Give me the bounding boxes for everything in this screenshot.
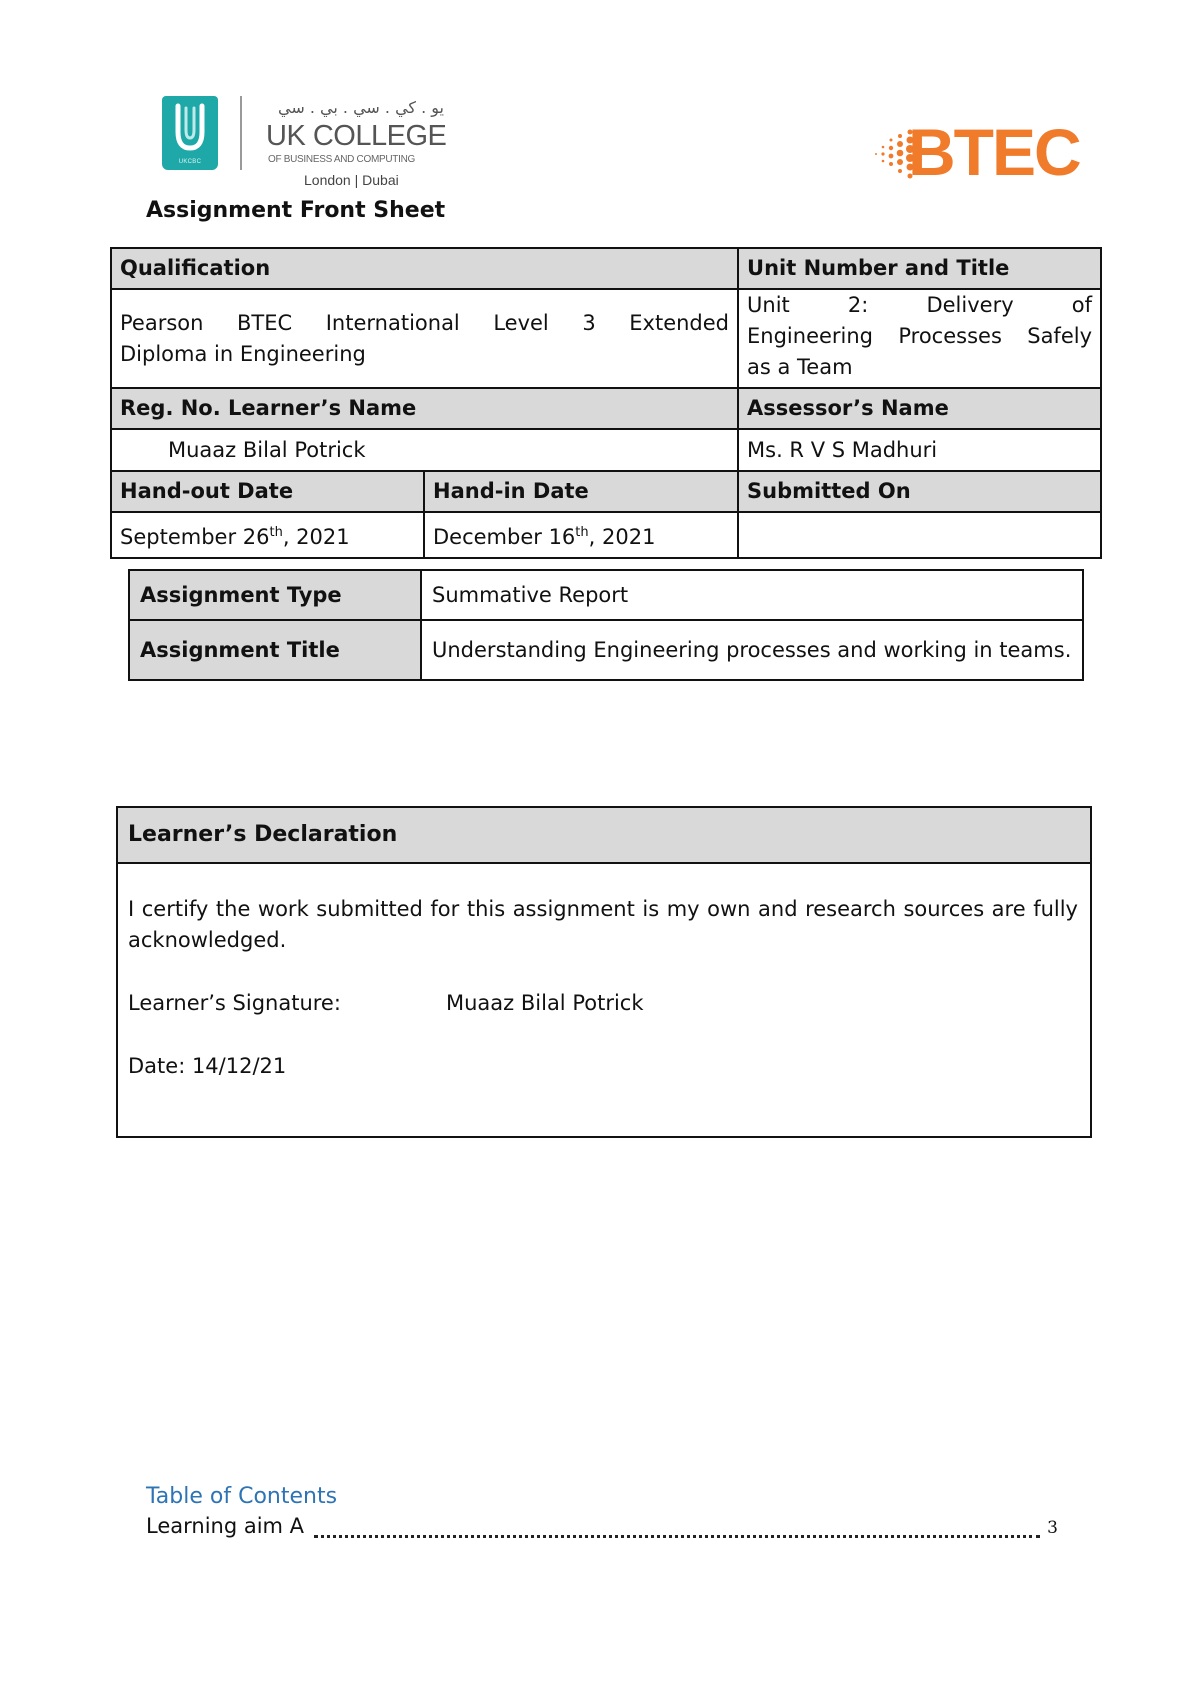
- signature-row: [128, 988, 1078, 1019]
- toc-entry-page: 3: [1047, 1518, 1058, 1538]
- handin-date-year: , 2021: [588, 525, 656, 549]
- document-title: Assignment Front Sheet: [146, 198, 446, 223]
- submitted-value: [738, 512, 1101, 558]
- college-abbr: UKCBC: [178, 159, 202, 165]
- college-subtitle: OF BUSINESS AND COMPUTING: [268, 154, 415, 165]
- signature-label: Learner’s Signature:: [128, 991, 341, 1015]
- handin-date: [424, 512, 738, 558]
- declaration-heading: Learner’s Declaration: [118, 808, 1090, 864]
- assessor-name: Ms. R V S Madhuri: [738, 429, 1101, 471]
- signature-value: Muaaz Bilal Potrick: [446, 991, 644, 1015]
- assignment-table: [128, 569, 1084, 681]
- learner-header: Reg. No. Learner’s Name: [111, 388, 738, 429]
- qualification-value: [111, 289, 738, 388]
- front-sheet-table: [110, 247, 1102, 559]
- college-logo: [162, 94, 450, 190]
- handout-date-day: September 26: [120, 525, 270, 549]
- assignment-title-label: Assignment Title: [129, 620, 421, 680]
- handout-date: [111, 512, 424, 558]
- college-arabic-name: يو . كي . سي . بي . سي: [278, 98, 444, 117]
- college-shield-icon: [162, 96, 218, 170]
- learner-name: Muaaz Bilal Potrick: [111, 429, 738, 471]
- handout-header: Hand-out Date: [111, 471, 424, 512]
- handout-date-ordinal: th: [269, 525, 283, 540]
- handin-date-ordinal: th: [575, 525, 589, 540]
- qualification-header: Qualification: [111, 248, 738, 289]
- college-location: London | Dubai: [304, 172, 399, 188]
- declaration-statement: I certify the work submitted for this assignment is my own and research sources are fully acknowledged.: [128, 897, 1078, 952]
- assessor-header: Assessor’s Name: [738, 388, 1101, 429]
- handout-date-year: , 2021: [282, 525, 350, 549]
- toc-leader-dots: [314, 1535, 1040, 1538]
- btec-logo: [870, 115, 1090, 200]
- learner-declaration: [116, 806, 1092, 1138]
- btec-wordmark: BTEC: [908, 115, 1080, 189]
- assignment-title-value: Understanding Engineering processes and working in teams.: [421, 620, 1083, 680]
- qualification-line-1: Pearson BTEC International Level 3 Extended: [120, 310, 730, 335]
- toc-title: Table of Contents: [146, 1484, 338, 1509]
- unit-header: Unit Number and Title: [738, 248, 1101, 289]
- toc-entry-label[interactable]: Learning aim A: [146, 1514, 305, 1538]
- unit-line-1: Unit 2: Delivery of: [747, 293, 1093, 317]
- submitted-header: Submitted On: [738, 471, 1101, 512]
- college-name: UK COLLEGE: [266, 120, 447, 152]
- unit-line-3: as a Team: [747, 355, 853, 379]
- unit-value: [738, 289, 1101, 388]
- handin-date-day: December 16: [433, 525, 576, 549]
- qualification-line-2: Diploma in Engineering: [120, 341, 366, 366]
- handin-header: Hand-in Date: [424, 471, 738, 512]
- declaration-date: Date: 14/12/21: [128, 1054, 287, 1078]
- toc-entry[interactable]: [146, 1514, 1058, 1548]
- assignment-type-label: Assignment Type: [129, 570, 421, 620]
- unit-line-2: Engineering Processes Safely: [747, 324, 1093, 348]
- assignment-type-value: Summative Report: [421, 570, 1083, 620]
- logo-divider: [240, 96, 242, 170]
